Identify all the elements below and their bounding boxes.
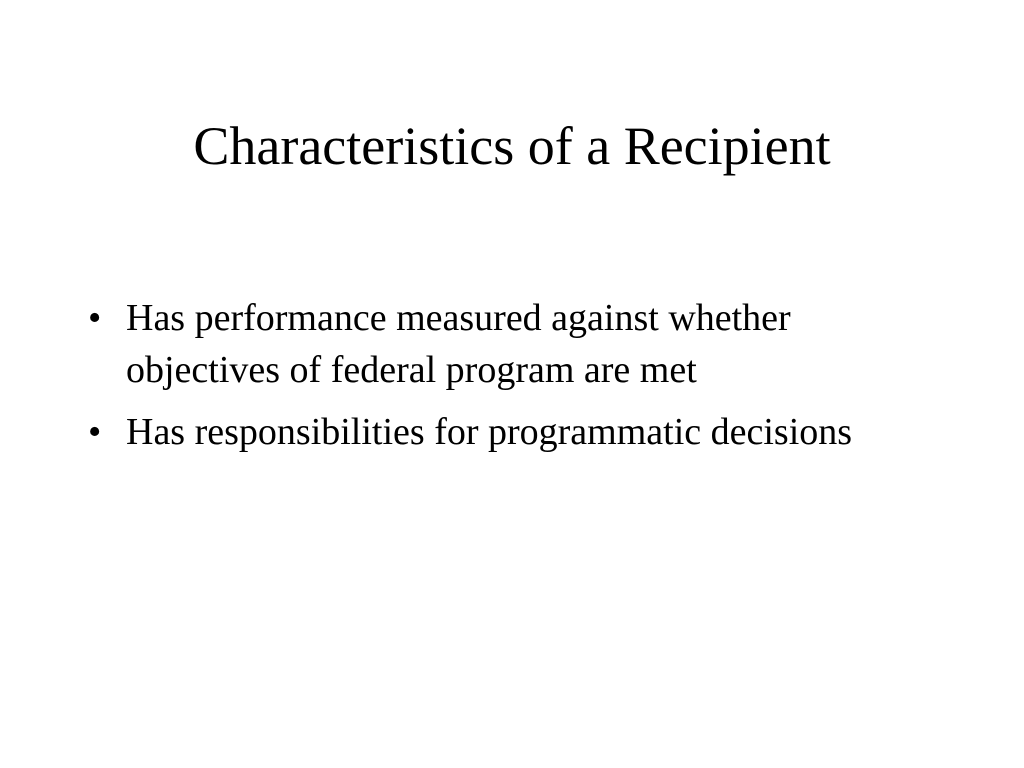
bullet-text: Has responsibilities for programmatic decisions (126, 411, 853, 453)
bullet-item-performance (88, 292, 948, 396)
bullet-marker: • (88, 297, 102, 339)
bullet-item-responsibilities (88, 406, 948, 458)
slide-title: Characteristics of a Recipient (193, 116, 831, 176)
bullet-text: Has performance measured against whether objectives of federal program are met (126, 297, 791, 391)
bullet-marker: • (88, 411, 102, 453)
bullet-list (88, 292, 948, 468)
